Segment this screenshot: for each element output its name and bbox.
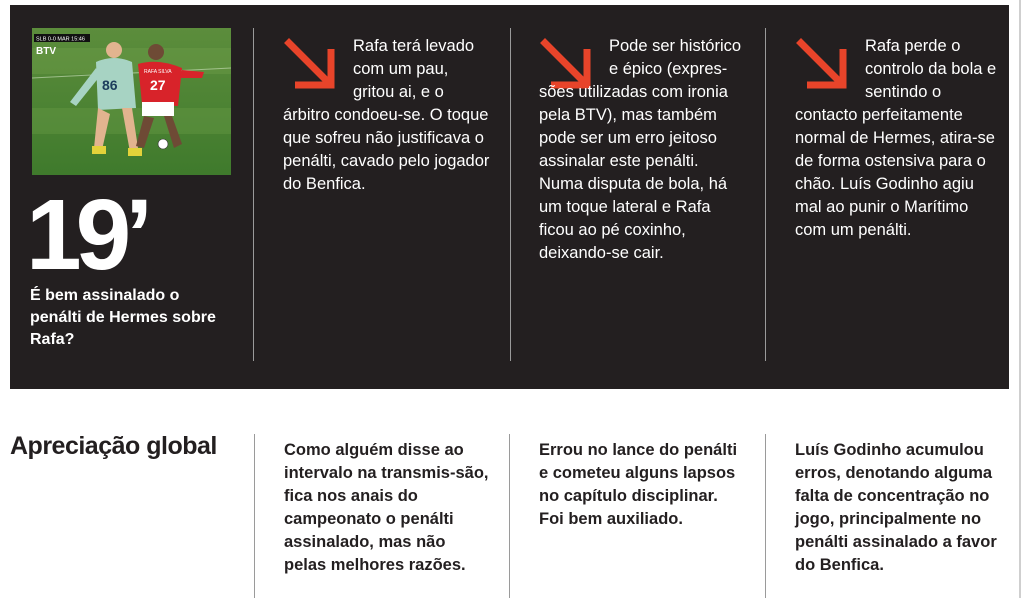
column-divider (254, 434, 255, 598)
player-right-name: RAFA SILVA (144, 69, 172, 75)
opinion-body: sões utilizadas com ironia pela BTV), mas também pode ser um erro jeitoso assinalar este penálti. Numa disputa de bola, há um toque lateral e Rafa ficou ao pé coxinho, deixando-se cair. (539, 83, 728, 262)
section-title: Apreciação global (10, 432, 217, 460)
column-divider (765, 434, 766, 598)
match-photo (32, 28, 231, 175)
column-divider (510, 28, 511, 361)
ball (158, 139, 168, 149)
opinion-column-1 (283, 35, 493, 196)
btv-logo: BTV (36, 46, 56, 57)
opinion-column-2 (539, 35, 745, 265)
minute-display: 19’ (26, 179, 148, 291)
scoreboard-text: SLB 0-0 MAR 15:46 (36, 36, 85, 43)
opinion-body: contacto perfeitamente normal de Hermes, atira-se de forma ostensiva para o chão. Luís Godinho agiu mal ao punir o Marítimo com um penálti. (795, 106, 995, 239)
column-divider (765, 28, 766, 361)
opinion-body: árbitro condoeu-se. O toque que sofreu não justificava o penálti, cavado pelo jogador do Benfica. (283, 106, 490, 193)
opinion-lead: Pode ser histórico e épico (expres- (609, 37, 742, 78)
opinion-column-3 (795, 35, 999, 242)
column-divider (509, 434, 510, 598)
opinion-lead: Rafa perde o controlo da bola e sentindo o (865, 37, 997, 101)
player-left-number: 86 (102, 77, 118, 93)
summary-column-2: Errou no lance do penálti e cometeu alguns lapsos no capítulo disciplinar. Foi bem auxiliado. (539, 441, 738, 528)
opinion-lead: Rafa terá levado com um pau, gritou ai, e o (353, 37, 475, 101)
summary-column-1: Como alguém disse ao intervalo na transmis-são, fica nos anais do campeonato o penálti assinalado, mas não pelas melhores razões. (284, 441, 489, 574)
player-right-number: 27 (150, 77, 166, 93)
question-headline: É bem assinalado o penálti de Hermes sobre Rafa? (30, 287, 216, 348)
summary-column-3: Luís Godinho acumulou erros, denotando alguma falta de concentração no jogo, principalmente no penálti assinalado a favor do Benfica. (795, 441, 997, 574)
column-divider (253, 28, 254, 361)
